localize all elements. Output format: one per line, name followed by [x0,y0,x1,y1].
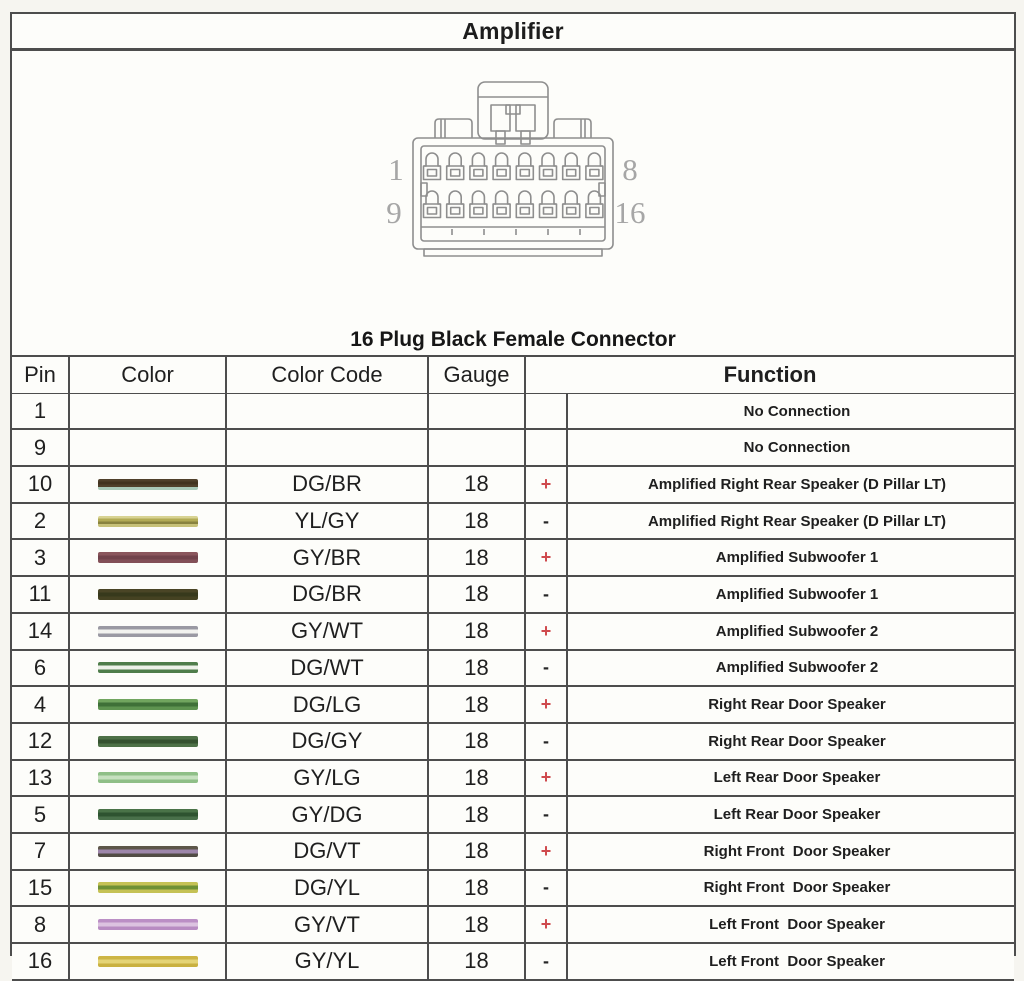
gauge-cell: 18 [429,834,526,871]
wire-swatch [98,479,198,490]
color-code-cell: DG/LG [227,687,429,724]
function-cell: No Connection [568,430,1014,467]
wire-swatch [98,809,198,820]
polarity-cell: + [526,540,568,577]
pin-cell: 8 [12,907,70,944]
wire-swatch [98,882,198,893]
color-code-cell: DG/VT [227,834,429,871]
gauge-cell: 18 [429,467,526,504]
wire-swatch [98,919,198,930]
color-code-cell: GY/BR [227,540,429,577]
pinout-table [12,357,1014,981]
color-cell [70,797,227,834]
color-code-cell: GY/VT [227,907,429,944]
header-pin: Pin [12,357,70,395]
pinout-sheet [10,12,1016,974]
color-code-cell: GY/DG [227,797,429,834]
function-cell: Amplified Subwoofer 2 [568,651,1014,688]
function-cell: Right Rear Door Speaker [568,724,1014,761]
pin-cell: 14 [12,614,70,651]
pin-label-16: 16 [614,195,646,230]
gauge-cell: 18 [429,504,526,541]
connector-diagram [374,77,652,261]
header-color: Color [70,357,227,395]
color-cell [70,540,227,577]
color-code-cell: DG/GY [227,724,429,761]
wire-swatch [98,846,198,857]
color-code-cell: DG/BR [227,467,429,504]
pin-cell: 1 [12,394,70,431]
color-cell [70,687,227,724]
polarity-cell: - [526,871,568,908]
function-cell: Amplified Right Rear Speaker (D Pillar LT) [568,467,1014,504]
gauge-cell: 18 [429,651,526,688]
wire-swatch [98,736,198,747]
function-cell: Amplified Subwoofer 2 [568,614,1014,651]
color-cell [70,724,227,761]
color-cell [70,871,227,908]
pin-cell: 6 [12,651,70,688]
pin-cell: 2 [12,504,70,541]
function-cell: Right Front Door Speaker [568,871,1014,908]
function-cell: Amplified Subwoofer 1 [568,540,1014,577]
gauge-cell: 18 [429,907,526,944]
function-cell: Left Front Door Speaker [568,907,1014,944]
pin-cell: 4 [12,687,70,724]
color-code-cell: GY/YL [227,944,429,981]
color-code-cell: GY/LG [227,761,429,798]
polarity-cell: + [526,907,568,944]
color-code-cell: YL/GY [227,504,429,541]
header-function: Function [526,357,1014,395]
function-cell: No Connection [568,394,1014,431]
pin-cell: 3 [12,540,70,577]
color-code-cell: DG/YL [227,871,429,908]
polarity-cell: + [526,761,568,798]
color-code-cell [227,430,429,467]
polarity-cell: - [526,797,568,834]
wire-swatch [98,662,198,673]
latch-outline [478,82,548,139]
pin-cell: 9 [12,430,70,467]
header-color-code: Color Code [227,357,429,395]
color-code-cell: DG/BR [227,577,429,614]
polarity-cell: - [526,944,568,981]
color-code-cell: GY/WT [227,614,429,651]
function-cell: Amplified Subwoofer 1 [568,577,1014,614]
pin-cell: 16 [12,944,70,981]
color-cell [70,651,227,688]
header-gauge: Gauge [429,357,526,395]
pin-cell: 10 [12,467,70,504]
pin-cell: 15 [12,871,70,908]
wire-swatch [98,516,198,527]
polarity-cell: - [526,504,568,541]
gauge-cell: 18 [429,687,526,724]
function-cell: Left Rear Door Speaker [568,797,1014,834]
connector-caption: 16 Plug Black Female Connector [350,328,676,351]
color-cell [70,834,227,871]
wire-swatch [98,589,198,600]
wire-swatch [98,956,198,967]
pin-cell: 13 [12,761,70,798]
wire-swatch [98,626,198,637]
pin-label-8: 8 [622,152,638,187]
function-cell: Left Front Door Speaker [568,944,1014,981]
function-cell: Left Rear Door Speaker [568,761,1014,798]
wire-swatch [98,699,198,710]
pin-label-9: 9 [386,195,402,230]
color-cell [70,504,227,541]
function-cell: Right Rear Door Speaker [568,687,1014,724]
wire-swatch [98,772,198,783]
pin-cell: 11 [12,577,70,614]
polarity-cell: - [526,724,568,761]
color-cell [70,944,227,981]
color-cell [70,394,227,431]
color-cell [70,907,227,944]
pin-cell: 5 [12,797,70,834]
polarity-cell: + [526,467,568,504]
color-cell [70,761,227,798]
function-cell: Amplified Right Rear Speaker (D Pillar LT) [568,504,1014,541]
color-cell [70,577,227,614]
gauge-cell: 18 [429,761,526,798]
polarity-cell: + [526,614,568,651]
gauge-cell: 18 [429,577,526,614]
color-code-cell: DG/WT [227,651,429,688]
gauge-cell [429,430,526,467]
pin-cell: 7 [12,834,70,871]
polarity-cell [526,394,568,431]
color-cell [70,430,227,467]
polarity-cell: - [526,651,568,688]
polarity-cell: + [526,834,568,871]
gauge-cell [429,394,526,431]
wire-swatch [98,552,198,563]
pin-cell: 12 [12,724,70,761]
polarity-cell: - [526,577,568,614]
gauge-cell: 18 [429,944,526,981]
gauge-cell: 18 [429,614,526,651]
color-code-cell [227,394,429,431]
terminal-grid [424,153,603,218]
function-cell: Right Front Door Speaker [568,834,1014,871]
gauge-cell: 18 [429,724,526,761]
polarity-cell [526,430,568,467]
connector-section [12,77,1014,357]
gauge-cell: 18 [429,797,526,834]
page-title: Amplifier [12,14,1014,51]
connector-base [424,249,602,256]
polarity-cell: + [526,687,568,724]
color-cell [70,467,227,504]
pin-label-1: 1 [388,152,404,187]
connector-body [413,138,613,249]
gauge-cell: 18 [429,540,526,577]
color-cell [70,614,227,651]
gauge-cell: 18 [429,871,526,908]
